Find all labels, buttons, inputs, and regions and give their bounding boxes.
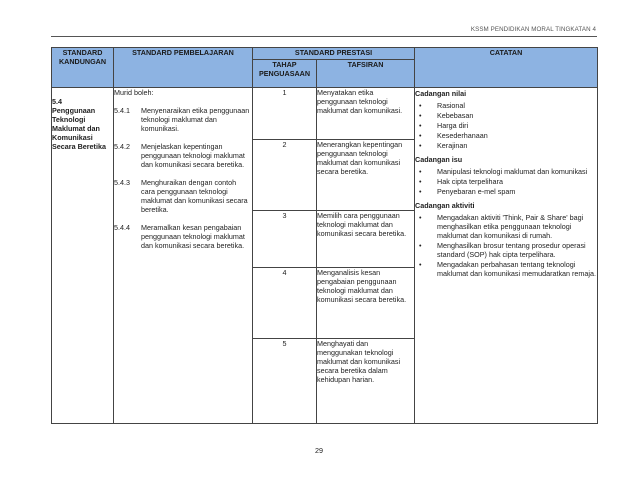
bullet-icon: • xyxy=(419,187,422,196)
isu-text: Penyebaran e-mel spam xyxy=(437,187,516,196)
tahap-cell: 2 xyxy=(253,140,317,211)
bullet-icon: • xyxy=(419,167,422,176)
tafsiran-cell: Memilih cara penggunaan teknologi maklumat dan komunikasi secara beretika. xyxy=(317,211,415,268)
pembelajaran-item xyxy=(114,142,252,169)
nilai-text: Rasional xyxy=(437,101,465,110)
aktiviti-text: Mengadakan aktiviti 'Think, Pair & Share' bagi menghasilkan etika penggunaan teknologi maklumat dan komunikasi di rumah. xyxy=(437,213,584,240)
isu-text: Hak cipta terpelihara xyxy=(437,177,503,186)
tahap-cell: 5 xyxy=(253,339,317,424)
bullet-icon: • xyxy=(419,260,422,269)
isu-item xyxy=(415,187,597,196)
nilai-item xyxy=(415,141,597,150)
isu-item xyxy=(415,177,597,186)
header-tafsiran: TAFSIRAN xyxy=(317,60,415,88)
bullet-icon: • xyxy=(419,121,422,130)
aktiviti-text: Menghasilkan brosur tentang prosedur operasi standard (SOP) hak cipta terpelihara. xyxy=(437,241,586,259)
bullet-icon: • xyxy=(419,101,422,110)
bullet-icon: • xyxy=(419,111,422,120)
sk-code: 5.4 xyxy=(52,97,62,106)
pembelajaran-number: 5.4.3 xyxy=(114,178,130,187)
nilai-item xyxy=(415,131,597,140)
pembelajaran-text: Menjelaskan kepentingan penggunaan teknologi maklumat dan komunikasi secara beretika. xyxy=(141,142,245,169)
aktiviti-heading: Cadangan aktiviti xyxy=(415,201,475,210)
tahap-cell: 1 xyxy=(253,88,317,140)
pembelajaran-item xyxy=(114,106,252,133)
pembelajaran-text: Menyenaraikan etika penggunaan teknologi maklumat dan komunikasi. xyxy=(141,106,250,133)
page-number: 29 xyxy=(315,446,323,455)
murid-boleh: Murid boleh: xyxy=(114,88,154,97)
pembelajaran-number: 5.4.4 xyxy=(114,223,130,232)
isu-item xyxy=(415,167,597,176)
isu-text: Manipulasi teknologi maklumat dan komunikasi xyxy=(437,167,588,176)
standards-table xyxy=(51,47,598,424)
header-catatan: CATATAN xyxy=(415,48,598,88)
pembelajaran-text: Meramalkan kesan pengabaian penggunaan teknologi maklumat dan komunikasi secara beretika. xyxy=(141,223,245,250)
standard-kandungan-cell xyxy=(52,88,114,424)
tafsiran-cell: Menerangkan kepentingan penggunaan teknologi maklumat dan komunikasi secara beretika. xyxy=(317,140,415,211)
tafsiran-cell: Menyatakan etika penggunaan teknologi maklumat dan komunikasi. xyxy=(317,88,415,140)
running-header: KSSM PENDIDIKAN MORAL TINGKATAN 4 xyxy=(470,26,596,33)
sk-title: Penggunaan Teknologi Maklumat dan Komunikasi Secara Beretika xyxy=(52,106,106,151)
aktiviti-item xyxy=(415,213,597,240)
bullet-icon: • xyxy=(419,213,422,222)
nilai-item xyxy=(415,101,597,110)
aktiviti-item xyxy=(415,260,597,278)
aktiviti-item xyxy=(415,241,597,259)
isu-list xyxy=(415,167,597,196)
pembelajaran-text: Menghuraikan dengan contoh cara penggunaan teknologi maklumat dan komunikasi secara beretika. xyxy=(141,178,248,214)
nilai-heading: Cadangan nilai xyxy=(415,89,467,98)
nilai-text: Kerajinan xyxy=(437,141,468,150)
tahap-cell: 4 xyxy=(253,268,317,339)
nilai-item xyxy=(415,121,597,130)
nilai-text: Kesederhanaan xyxy=(437,131,488,140)
header-divider xyxy=(51,36,597,37)
pembelajaran-item xyxy=(114,223,252,250)
tahap-cell: 3 xyxy=(253,211,317,268)
standard-pembelajaran-cell xyxy=(114,88,253,424)
catatan-cell xyxy=(415,88,598,424)
bullet-icon: • xyxy=(419,141,422,150)
nilai-text: Kebebasan xyxy=(437,111,474,120)
pembelajaran-number: 5.4.2 xyxy=(114,142,130,151)
bullet-icon: • xyxy=(419,241,422,250)
pembelajaran-number: 5.4.1 xyxy=(114,106,130,115)
header-standard-prestasi: STANDARD PRESTASI xyxy=(253,48,415,60)
isu-heading: Cadangan isu xyxy=(415,155,463,164)
tafsiran-cell: Menghayati dan menggunakan teknologi maklumat dan komunikasi secara beretika dalam kehidupan harian. xyxy=(317,339,415,424)
aktiviti-list xyxy=(415,213,597,278)
nilai-list xyxy=(415,101,597,150)
tafsiran-cell: Menganalisis kesan pengabaian penggunaan teknologi maklumat dan komunikasi secara beretika. xyxy=(317,268,415,339)
nilai-text: Harga diri xyxy=(437,121,469,130)
nilai-item xyxy=(415,111,597,120)
aktiviti-text: Mengadakan perbahasan tentang teknologi maklumat dan komunikasi memudaratkan remaja. xyxy=(437,260,597,278)
pembelajaran-item xyxy=(114,178,252,214)
bullet-icon: • xyxy=(419,177,422,186)
header-tahap-penguasaan: TAHAP PENGUASAAN xyxy=(253,60,317,88)
header-standard-kandungan: STANDARD KANDUNGAN xyxy=(52,48,114,88)
header-standard-pembelajaran: STANDARD PEMBELAJARAN xyxy=(114,48,253,88)
bullet-icon: • xyxy=(419,131,422,140)
